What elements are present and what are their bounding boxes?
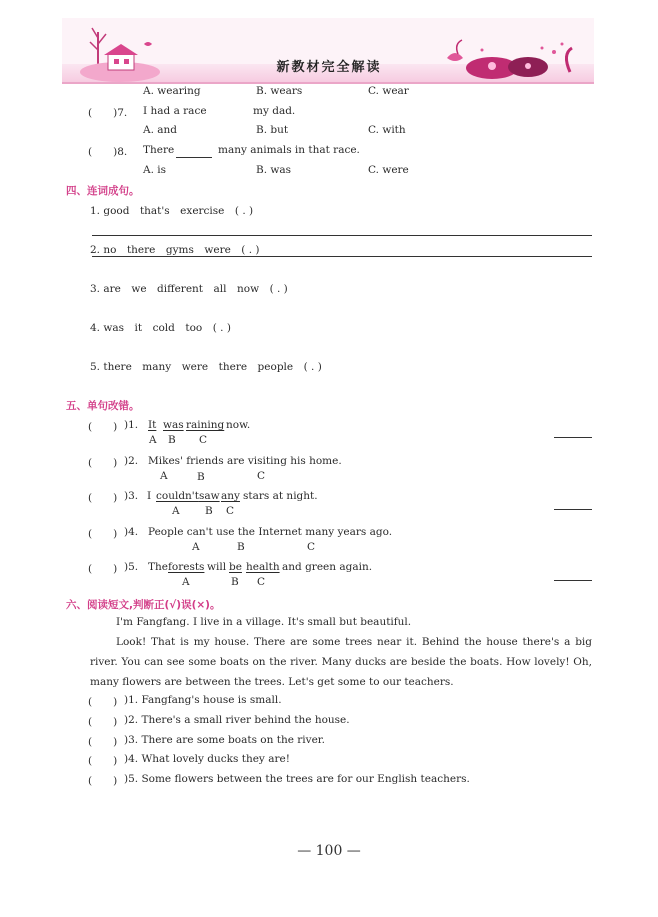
reading-paragraph-2: Look! That is my house. There are some trees near it. Behind the house there's a big river. You can see some boats on the river. Many ducks are beside the boats. How lovely! Oh, many flowers are between the trees. Let's get some to our teachers. xyxy=(90,636,592,688)
label-a: A xyxy=(192,541,200,553)
section-6-title: 六、阅读短文,判断正(√)误(×)。 xyxy=(66,599,221,611)
label-b: B xyxy=(197,471,205,483)
sec5-item-5-word-b: be xyxy=(229,561,242,573)
answer-line[interactable] xyxy=(92,235,592,236)
q8-text-after: many animals in that race. xyxy=(218,144,360,156)
answer-line[interactable] xyxy=(92,256,592,257)
sec5-item-5-pre: The xyxy=(148,561,168,573)
label-c: C xyxy=(226,505,235,517)
label-b: B xyxy=(168,434,176,446)
q8-option-a: A. is xyxy=(143,164,167,176)
answer-paren[interactable]: ( ) xyxy=(88,775,118,787)
sec5-item-5-word-a: forests xyxy=(168,561,205,573)
answer-line[interactable] xyxy=(554,509,592,510)
sec5-item-1-word-b: was xyxy=(163,419,184,431)
sec5-item-5-mid: will xyxy=(207,561,227,573)
label-a: A xyxy=(149,434,157,446)
sec4-item-4: 4. was it cold too ( . ) xyxy=(90,322,231,334)
answer-line[interactable] xyxy=(554,580,592,581)
sec5-item-3-pre: I xyxy=(147,490,152,502)
label-a: A xyxy=(160,470,168,482)
answer-line[interactable] xyxy=(554,437,592,438)
answer-paren[interactable]: ( ) xyxy=(88,716,118,728)
sec5-item-2-number: )2. xyxy=(124,455,139,467)
sec5-item-5-number: )5. xyxy=(124,561,139,573)
q8-option-c: C. were xyxy=(368,164,409,176)
label-a: A xyxy=(182,576,190,588)
q6-option-b: B. wears xyxy=(256,85,303,97)
q8-option-b: B. was xyxy=(256,164,292,176)
label-a: A xyxy=(172,505,180,517)
label-c: C xyxy=(257,576,266,588)
sec5-item-1-number: )1. xyxy=(124,419,139,431)
sec5-item-1-word-c: raining xyxy=(186,419,225,431)
sec5-item-1-text: now. xyxy=(226,419,251,431)
sec5-item-4-text: People can't use the Internet many years ago. xyxy=(148,526,393,538)
sec5-item-3-word-c: any xyxy=(221,490,240,502)
q7-option-a: A. and xyxy=(143,124,178,136)
answer-paren[interactable]: ( ) xyxy=(88,696,118,708)
sec6-item-2: )2. There's a small river behind the house. xyxy=(124,714,350,726)
q7-option-b: B. but xyxy=(256,124,289,136)
q8-number: ( )8. xyxy=(88,146,128,158)
label-c: C xyxy=(307,541,316,553)
page-number: — 100 — xyxy=(297,843,361,859)
sec5-item-3-word-b: saw xyxy=(199,490,220,502)
sec6-item-1: )1. Fangfang's house is small. xyxy=(124,694,282,706)
sec4-item-1: 1. good that's exercise ( . ) xyxy=(90,205,254,217)
answer-paren[interactable]: ( ) xyxy=(88,528,118,540)
sec6-item-4: )4. What lovely ducks they are! xyxy=(124,753,290,765)
answer-blank[interactable] xyxy=(176,157,212,158)
sec4-item-2: 2. no there gyms were ( . ) xyxy=(90,244,260,256)
q7-text-after: my dad. xyxy=(253,105,296,117)
label-c: C xyxy=(257,470,266,482)
page-title: 新教材完全解读 xyxy=(276,60,382,75)
sec5-item-4-number: )4. xyxy=(124,526,139,538)
sec5-item-3-text: stars at night. xyxy=(243,490,318,502)
label-b: B xyxy=(237,541,245,553)
answer-paren[interactable]: ( ) xyxy=(88,736,118,748)
answer-paren[interactable]: ( ) xyxy=(88,457,118,469)
q6-option-c: C. wear xyxy=(368,85,409,97)
q7-number: ( )7. xyxy=(88,107,128,119)
q8-text: There xyxy=(143,144,175,156)
q7-option-c: C. with xyxy=(368,124,406,136)
sec4-item-5: 5. there many were there people ( . ) xyxy=(90,361,322,373)
section-5-title: 五、单句改错。 xyxy=(66,400,140,412)
sec5-item-5-word-c: health xyxy=(246,561,280,573)
sec6-item-3: )3. There are some boats on the river. xyxy=(124,734,325,746)
q7-text: I had a race xyxy=(143,105,207,117)
answer-paren[interactable]: ( ) xyxy=(88,755,118,767)
sec5-item-3-number: )3. xyxy=(124,490,139,502)
answer-paren[interactable]: ( ) xyxy=(88,421,118,433)
sec5-item-1-word-a: It xyxy=(148,419,157,431)
sec5-item-3-word-a: couldn't xyxy=(156,490,199,502)
answer-paren[interactable]: ( ) xyxy=(88,563,118,575)
sec5-item-2-text: Mikes' friends are visiting his home. xyxy=(148,455,342,467)
label-b: B xyxy=(205,505,213,517)
reading-paragraph-1: I'm Fangfang. I live in a village. It's small but beautiful. xyxy=(116,616,412,628)
sec5-item-5-text: and green again. xyxy=(282,561,373,573)
answer-paren[interactable]: ( ) xyxy=(88,492,118,504)
sec4-item-3: 3. are we different all now ( . ) xyxy=(90,283,288,295)
q6-option-a: A. wearing xyxy=(143,85,201,97)
section-4-title: 四、连词成句。 xyxy=(66,185,140,197)
label-c: C xyxy=(199,434,208,446)
sec6-item-5: )5. Some flowers between the trees are for our English teachers. xyxy=(124,773,470,785)
label-b: B xyxy=(231,576,239,588)
